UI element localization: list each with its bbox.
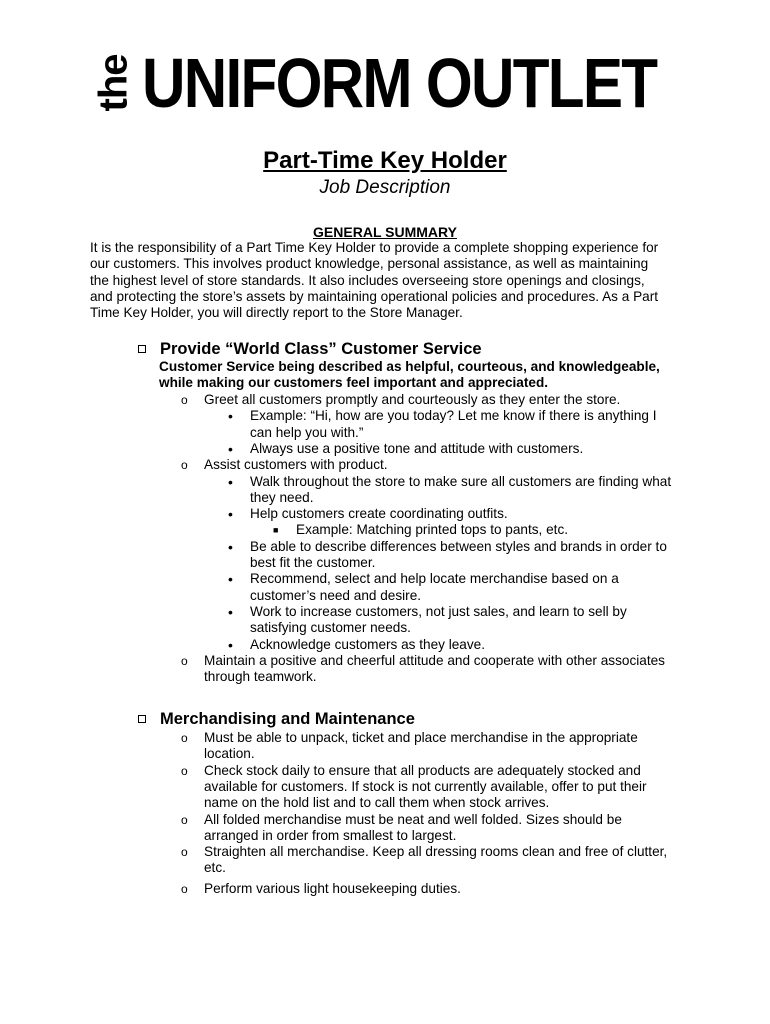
list-item-line: Example: “Hi, how are you today? Let me know if there is anything I	[250, 408, 657, 424]
list-marker-icon: o	[181, 763, 188, 778]
list-item-line: Recommend, select and help locate merchandise based on a	[250, 571, 619, 587]
list-item	[204, 392, 694, 408]
checkbox-square-icon	[138, 715, 146, 723]
list-marker-icon: o	[181, 731, 188, 745]
list-marker-icon: o	[181, 653, 188, 668]
list-item-line: best fit the customer.	[250, 554, 376, 570]
list-marker-icon: o	[181, 393, 188, 407]
list-item-line: customer’s need and desire.	[250, 587, 422, 603]
list-item	[250, 441, 695, 457]
list-item-line: through teamwork.	[204, 669, 317, 685]
list-item	[250, 408, 695, 441]
list-marker-icon: ■	[273, 525, 279, 536]
list-marker-icon: o	[181, 881, 188, 896]
summary-line: and protecting the store’s assets by maintaining operational policies and procedures. As a Part	[90, 288, 659, 304]
list-item-line: Walk throughout the store to make sure all customers are finding what	[250, 473, 672, 489]
section-heading-merchandising	[138, 709, 415, 729]
list-item-line: All folded merchandise must be neat and well folded. Sizes should be	[204, 811, 622, 827]
list-item-line: Work to increase customers, not just sales, and learn to sell by	[250, 603, 627, 619]
section-description-line: Customer Service being described as helpful, courteous, and knowledgeable,	[159, 359, 660, 374]
list-item-line: Assist customers with product.	[204, 457, 388, 473]
list-marker-icon: •	[228, 603, 233, 620]
summary-line: our customers. This involves product knowledge, personal assistance, as well as maintaining	[90, 256, 649, 272]
list-item-line: Maintain a positive and cheerful attitude and cooperate with other associates	[204, 652, 665, 668]
list-marker-icon: •	[228, 636, 233, 653]
list-item-line: Must be able to unpack, ticket and place merchandise in the appropriate	[204, 730, 638, 745]
list-item	[204, 763, 694, 812]
list-marker-icon: o	[181, 458, 188, 473]
list-item-line: available for customers. If stock is not currently available, offer to put their	[204, 778, 647, 794]
list-item	[204, 812, 694, 845]
list-marker-icon: o	[181, 845, 188, 860]
list-marker-icon: •	[228, 506, 233, 523]
list-item	[204, 881, 694, 897]
list-item	[204, 844, 694, 877]
summary-line: It is the responsibility of a Part Time Key Holder to provide a complete shopping experience for	[90, 240, 659, 255]
list-marker-icon: •	[228, 473, 233, 490]
list-item-line: Example: Matching printed tops to pants, etc.	[296, 522, 569, 538]
list-item	[250, 604, 695, 637]
logo-the: the	[91, 54, 136, 112]
general-summary-text	[90, 240, 690, 321]
list-item-line: etc.	[204, 860, 226, 876]
list-item-line: Check stock daily to ensure that all products are adequately stocked and	[204, 762, 641, 778]
list-item-line: arranged in order from smallest to largest.	[204, 827, 457, 843]
list-item	[250, 571, 695, 604]
list-item	[204, 730, 694, 763]
list-item	[250, 474, 695, 507]
summary-line: the highest level of store standards. It also includes overseeing store openings and closings,	[90, 272, 645, 288]
list-item-line: satisfying customer needs.	[250, 620, 411, 636]
list-item-line: they need.	[250, 489, 314, 505]
logo-wordmark: UNIFORM OUTLET	[142, 44, 657, 122]
list-marker-icon: •	[228, 571, 233, 588]
list-item-line: location.	[204, 746, 255, 762]
list-item-line: Always use a positive tone and attitude with customers.	[250, 440, 584, 456]
list-marker-icon: •	[228, 408, 233, 425]
document-title: Part-Time Key Holder	[263, 147, 507, 174]
list-item-line: can help you with.”	[250, 424, 364, 440]
list-marker-icon: o	[181, 812, 188, 827]
list-item-line: Straighten all merchandise. Keep all dressing rooms clean and free of clutter,	[204, 844, 668, 860]
list-item-line: Acknowledge customers as they leave.	[250, 636, 485, 652]
section-description-line: while making our customers feel important and appreciated.	[159, 375, 549, 391]
list-item-line: name on the hold list and to call them when stock arrives.	[204, 795, 550, 811]
section-description	[159, 359, 699, 392]
list-item	[250, 539, 695, 572]
list-item	[296, 522, 696, 538]
general-summary-heading: GENERAL SUMMARY	[313, 224, 457, 240]
list-item	[250, 637, 695, 653]
list-item-line: Be able to describe differences between styles and brands in order to	[250, 538, 667, 554]
section-heading-label: Merchandising and Maintenance	[160, 710, 415, 728]
checkbox-square-icon	[138, 345, 146, 353]
list-marker-icon: •	[228, 440, 233, 457]
list-item-line: Greet all customers promptly and courteously as they enter the store.	[204, 392, 621, 407]
list-item-line: Perform various light housekeeping duties.	[204, 880, 461, 896]
section-heading-label: Provide “World Class” Customer Service	[160, 340, 482, 358]
document-subtitle: Job Description	[319, 177, 451, 198]
list-marker-icon: •	[228, 538, 233, 555]
summary-line: Time Key Holder, you will directly report to the Store Manager.	[90, 305, 463, 321]
list-item	[204, 653, 694, 686]
list-item-line: Help customers create coordinating outfits.	[250, 506, 508, 522]
list-item	[204, 457, 694, 473]
section-heading-customer-service	[138, 339, 482, 359]
uniform-outlet-logo	[91, 42, 657, 124]
list-item	[250, 506, 695, 522]
